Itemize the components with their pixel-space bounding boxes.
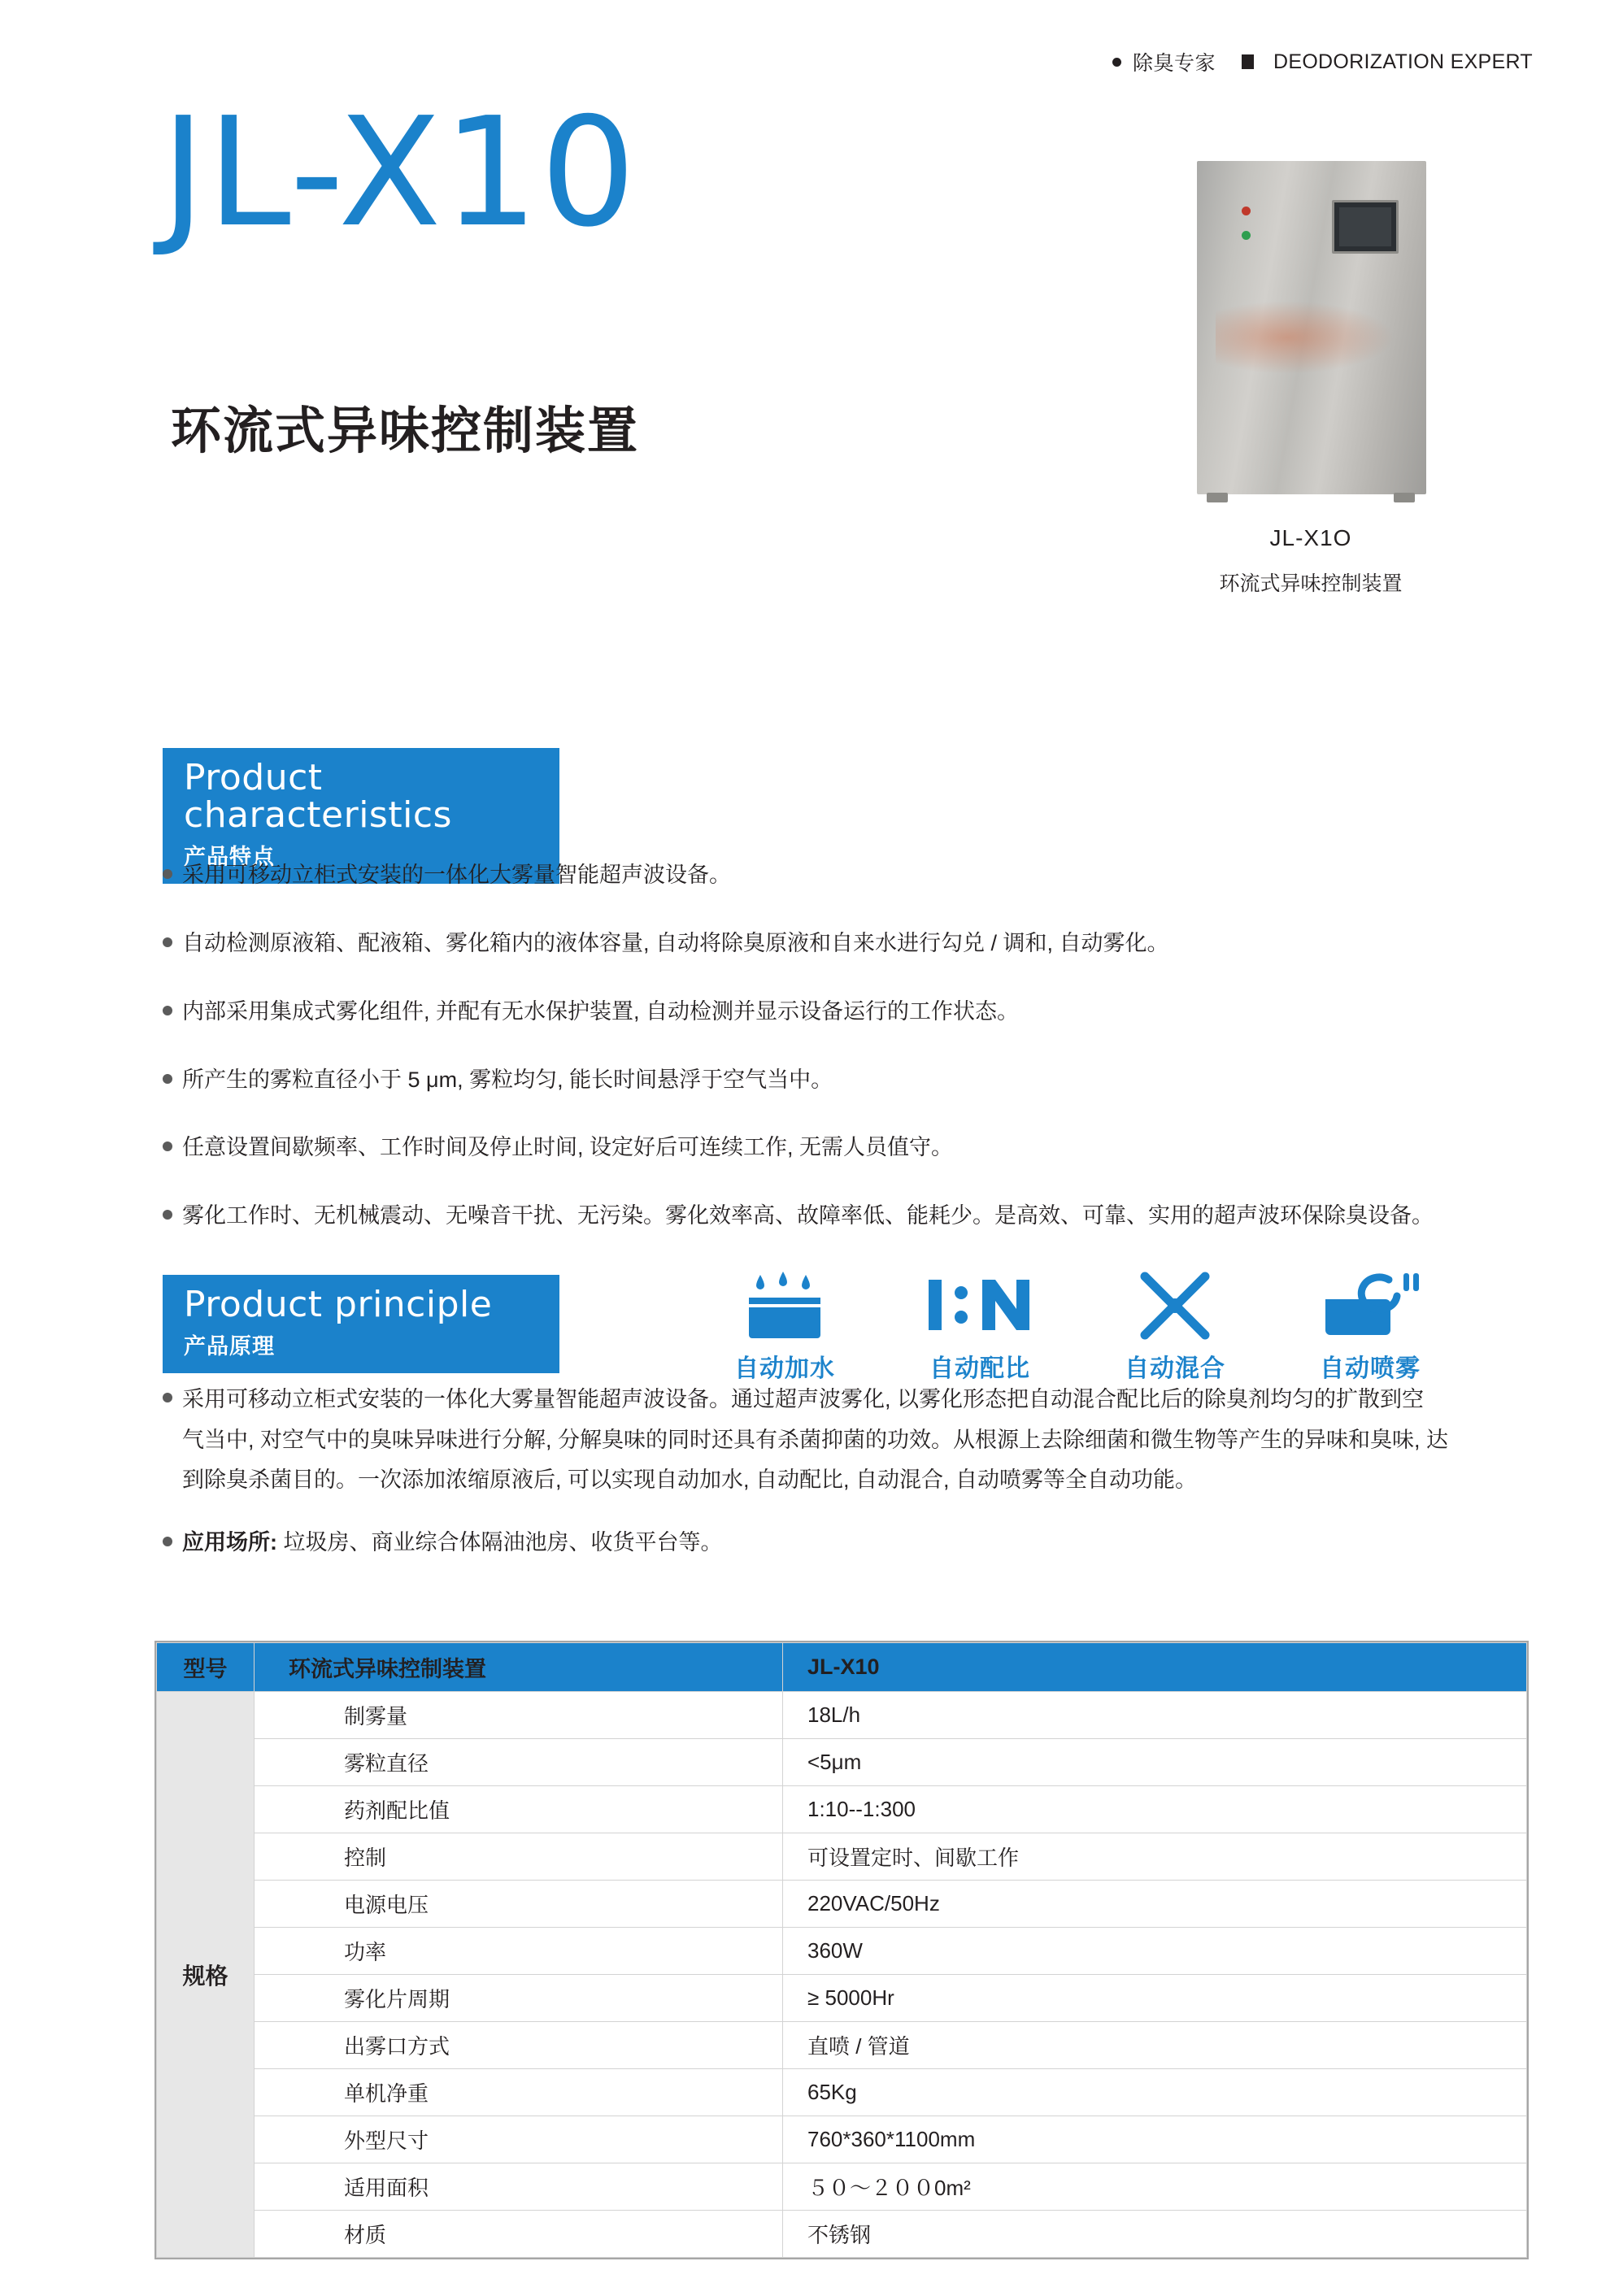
list-item: 雾化工作时、无机械震动、无噪音干扰、无污染。雾化效率高、故障率低、能耗少。是高效、可靠、实用的超声波环保除臭设备。 — [159, 1199, 1477, 1233]
product-photo — [1189, 161, 1433, 595]
table-cell-name: 外型尺寸 — [255, 2116, 783, 2163]
machine-cabinet-image — [1197, 161, 1426, 494]
table-header-product: 环流式异味控制装置 — [255, 1643, 783, 1692]
principle-step-auto-mix — [1090, 1267, 1260, 1384]
table-row — [157, 2211, 1527, 2258]
principle-paragraph-line: 到除臭杀菌目的。一次添加浓缩原液后, 可以实现自动加水, 自动配比, 自动混合, 自动喷雾等全自动功能。 — [182, 1468, 1198, 1493]
power-led-red-icon — [1242, 207, 1251, 215]
cabinet-foot-left — [1207, 493, 1228, 502]
auto-mix-icon — [1090, 1267, 1260, 1340]
table-row — [157, 1928, 1527, 1975]
table-row-label: 规格 — [157, 1692, 255, 2258]
table-cell-name: 出雾口方式 — [255, 2022, 783, 2069]
list-item: 所产生的雾粒直径小于 5 μm, 雾粒均匀, 能长时间悬浮于空气当中。 — [159, 1063, 1477, 1098]
table-header-row — [157, 1643, 1527, 1692]
principle-step-auto-spray — [1285, 1267, 1456, 1384]
list-item: 采用可移动立柜式安装的一体化大雾量智能超声波设备。 — [159, 859, 1477, 893]
characteristics-list — [159, 859, 1477, 1268]
table-cell-value: <5μm — [783, 1739, 1527, 1786]
principle-step-label: 自动喷雾 — [1320, 1355, 1421, 1382]
brand-cn: 除臭专家 — [1132, 52, 1216, 75]
table-cell-name: 药剂配比值 — [255, 1786, 783, 1833]
principle-icon-row — [699, 1267, 1456, 1384]
table-row — [157, 1833, 1527, 1881]
table-cell-name: 功率 — [255, 1928, 783, 1975]
table-row — [157, 1975, 1527, 2022]
spec-table-wrapper — [154, 1641, 1529, 2259]
table-cell-value: 直喷 / 管道 — [783, 2022, 1527, 2069]
table-row — [157, 2116, 1527, 2163]
table-row — [157, 1739, 1527, 1786]
page-subtitle: 环流式异味控制装置 — [171, 403, 640, 459]
section-title-en: Product principle — [184, 1284, 493, 1325]
square-marker-icon — [1242, 54, 1254, 69]
application-label: 应用场所: — [182, 1530, 277, 1555]
table-cell-name: 适用面积 — [255, 2163, 783, 2211]
photo-caption-en: JL-X1O — [1269, 525, 1352, 550]
table-row — [157, 1786, 1527, 1833]
principle-step-label: 自动加水 — [734, 1355, 835, 1382]
table-row — [157, 1881, 1527, 1928]
auto-water-icon — [699, 1267, 870, 1340]
table-cell-value: 760*360*1100mm — [783, 2116, 1527, 2163]
table-cell-name: 雾化片周期 — [255, 1975, 783, 2022]
table-row — [157, 2069, 1527, 2116]
table-cell-value: 不锈钢 — [783, 2211, 1527, 2258]
table-cell-value: ≥ 5000Hr — [783, 1975, 1527, 2022]
control-panel-icon — [1332, 200, 1399, 254]
table-cell-value: ５０～２００0m² — [783, 2163, 1527, 2211]
principle-step-auto-ratio — [894, 1267, 1065, 1384]
panel-screen — [1339, 207, 1391, 246]
section-title-cn: 产品特点 — [184, 845, 275, 870]
section-title-cn: 产品原理 — [184, 1334, 275, 1359]
table-header-model: 型号 — [157, 1643, 255, 1692]
status-led-green-icon — [1242, 231, 1251, 240]
principle-paragraph — [159, 1382, 1477, 1498]
table-row — [157, 2163, 1527, 2211]
list-item: 任意设置间歇频率、工作时间及停止时间, 设定好后可连续工作, 无需人员值守。 — [159, 1131, 1477, 1165]
table-cell-value: 18L/h — [783, 1692, 1527, 1739]
cabinet-foot-right — [1394, 493, 1415, 502]
brand-en: DEODORIZATION EXPERT — [1273, 50, 1533, 73]
section-header-principle — [163, 1275, 559, 1373]
spec-table — [156, 1642, 1527, 2258]
auto-ratio-icon — [894, 1267, 1065, 1340]
table-row — [157, 1692, 1527, 1739]
table-cell-value: 1:10--1:300 — [783, 1786, 1527, 1833]
brand-line — [1112, 47, 1533, 76]
application-value: 垃圾房、商业综合体隔油池房、收货平台等。 — [283, 1530, 723, 1555]
application-scenarios — [159, 1526, 1477, 1560]
principle-step-auto-water — [699, 1267, 870, 1384]
table-header-value: JL-X10 — [783, 1643, 1527, 1692]
list-item: 内部采用集成式雾化组件, 并配有无水保护装置, 自动检测并显示设备运行的工作状态。 — [159, 995, 1477, 1029]
principle-body — [159, 1382, 1477, 1588]
table-cell-name: 单机净重 — [255, 2069, 783, 2116]
table-cell-name: 材质 — [255, 2211, 783, 2258]
table-cell-value: 220VAC/50Hz — [783, 1881, 1527, 1928]
photo-caption-cn: 环流式异味控制装置 — [1219, 572, 1403, 595]
table-cell-name: 雾粒直径 — [255, 1739, 783, 1786]
principle-step-label: 自动混合 — [1125, 1355, 1225, 1382]
section-title-en: Product characteristics — [184, 757, 452, 837]
auto-spray-icon — [1285, 1267, 1456, 1340]
table-cell-name: 控制 — [255, 1833, 783, 1881]
principle-paragraph-line: 气当中, 对空气中的臭味异味进行分解, 分解臭味的同时还具有杀菌抑菌的功效。从根源上去除细菌和微生物等产生的异味和臭味, 达 — [182, 1427, 1449, 1452]
page-title: JL-X10 — [161, 85, 638, 260]
principle-paragraph-line: 采用可移动立柜式安装的一体化大雾量智能超声波设备。通过超声波雾化, 以雾化形态把自动混合配比后的除臭剂均匀的扩散到空 — [182, 1387, 1425, 1411]
table-cell-value: 可设置定时、间歇工作 — [783, 1833, 1527, 1881]
table-cell-value: 65Kg — [783, 2069, 1527, 2116]
table-cell-name: 制雾量 — [255, 1692, 783, 1739]
table-row — [157, 2022, 1527, 2069]
bullet-dot-icon — [1112, 58, 1121, 67]
list-item: 自动检测原液箱、配液箱、雾化箱内的液体容量, 自动将除臭原液和自来水进行勾兑 / 调和, 自动雾化。 — [159, 927, 1477, 961]
table-cell-value: 360W — [783, 1928, 1527, 1975]
table-cell-name: 电源电压 — [255, 1881, 783, 1928]
principle-step-label: 自动配比 — [929, 1355, 1030, 1382]
